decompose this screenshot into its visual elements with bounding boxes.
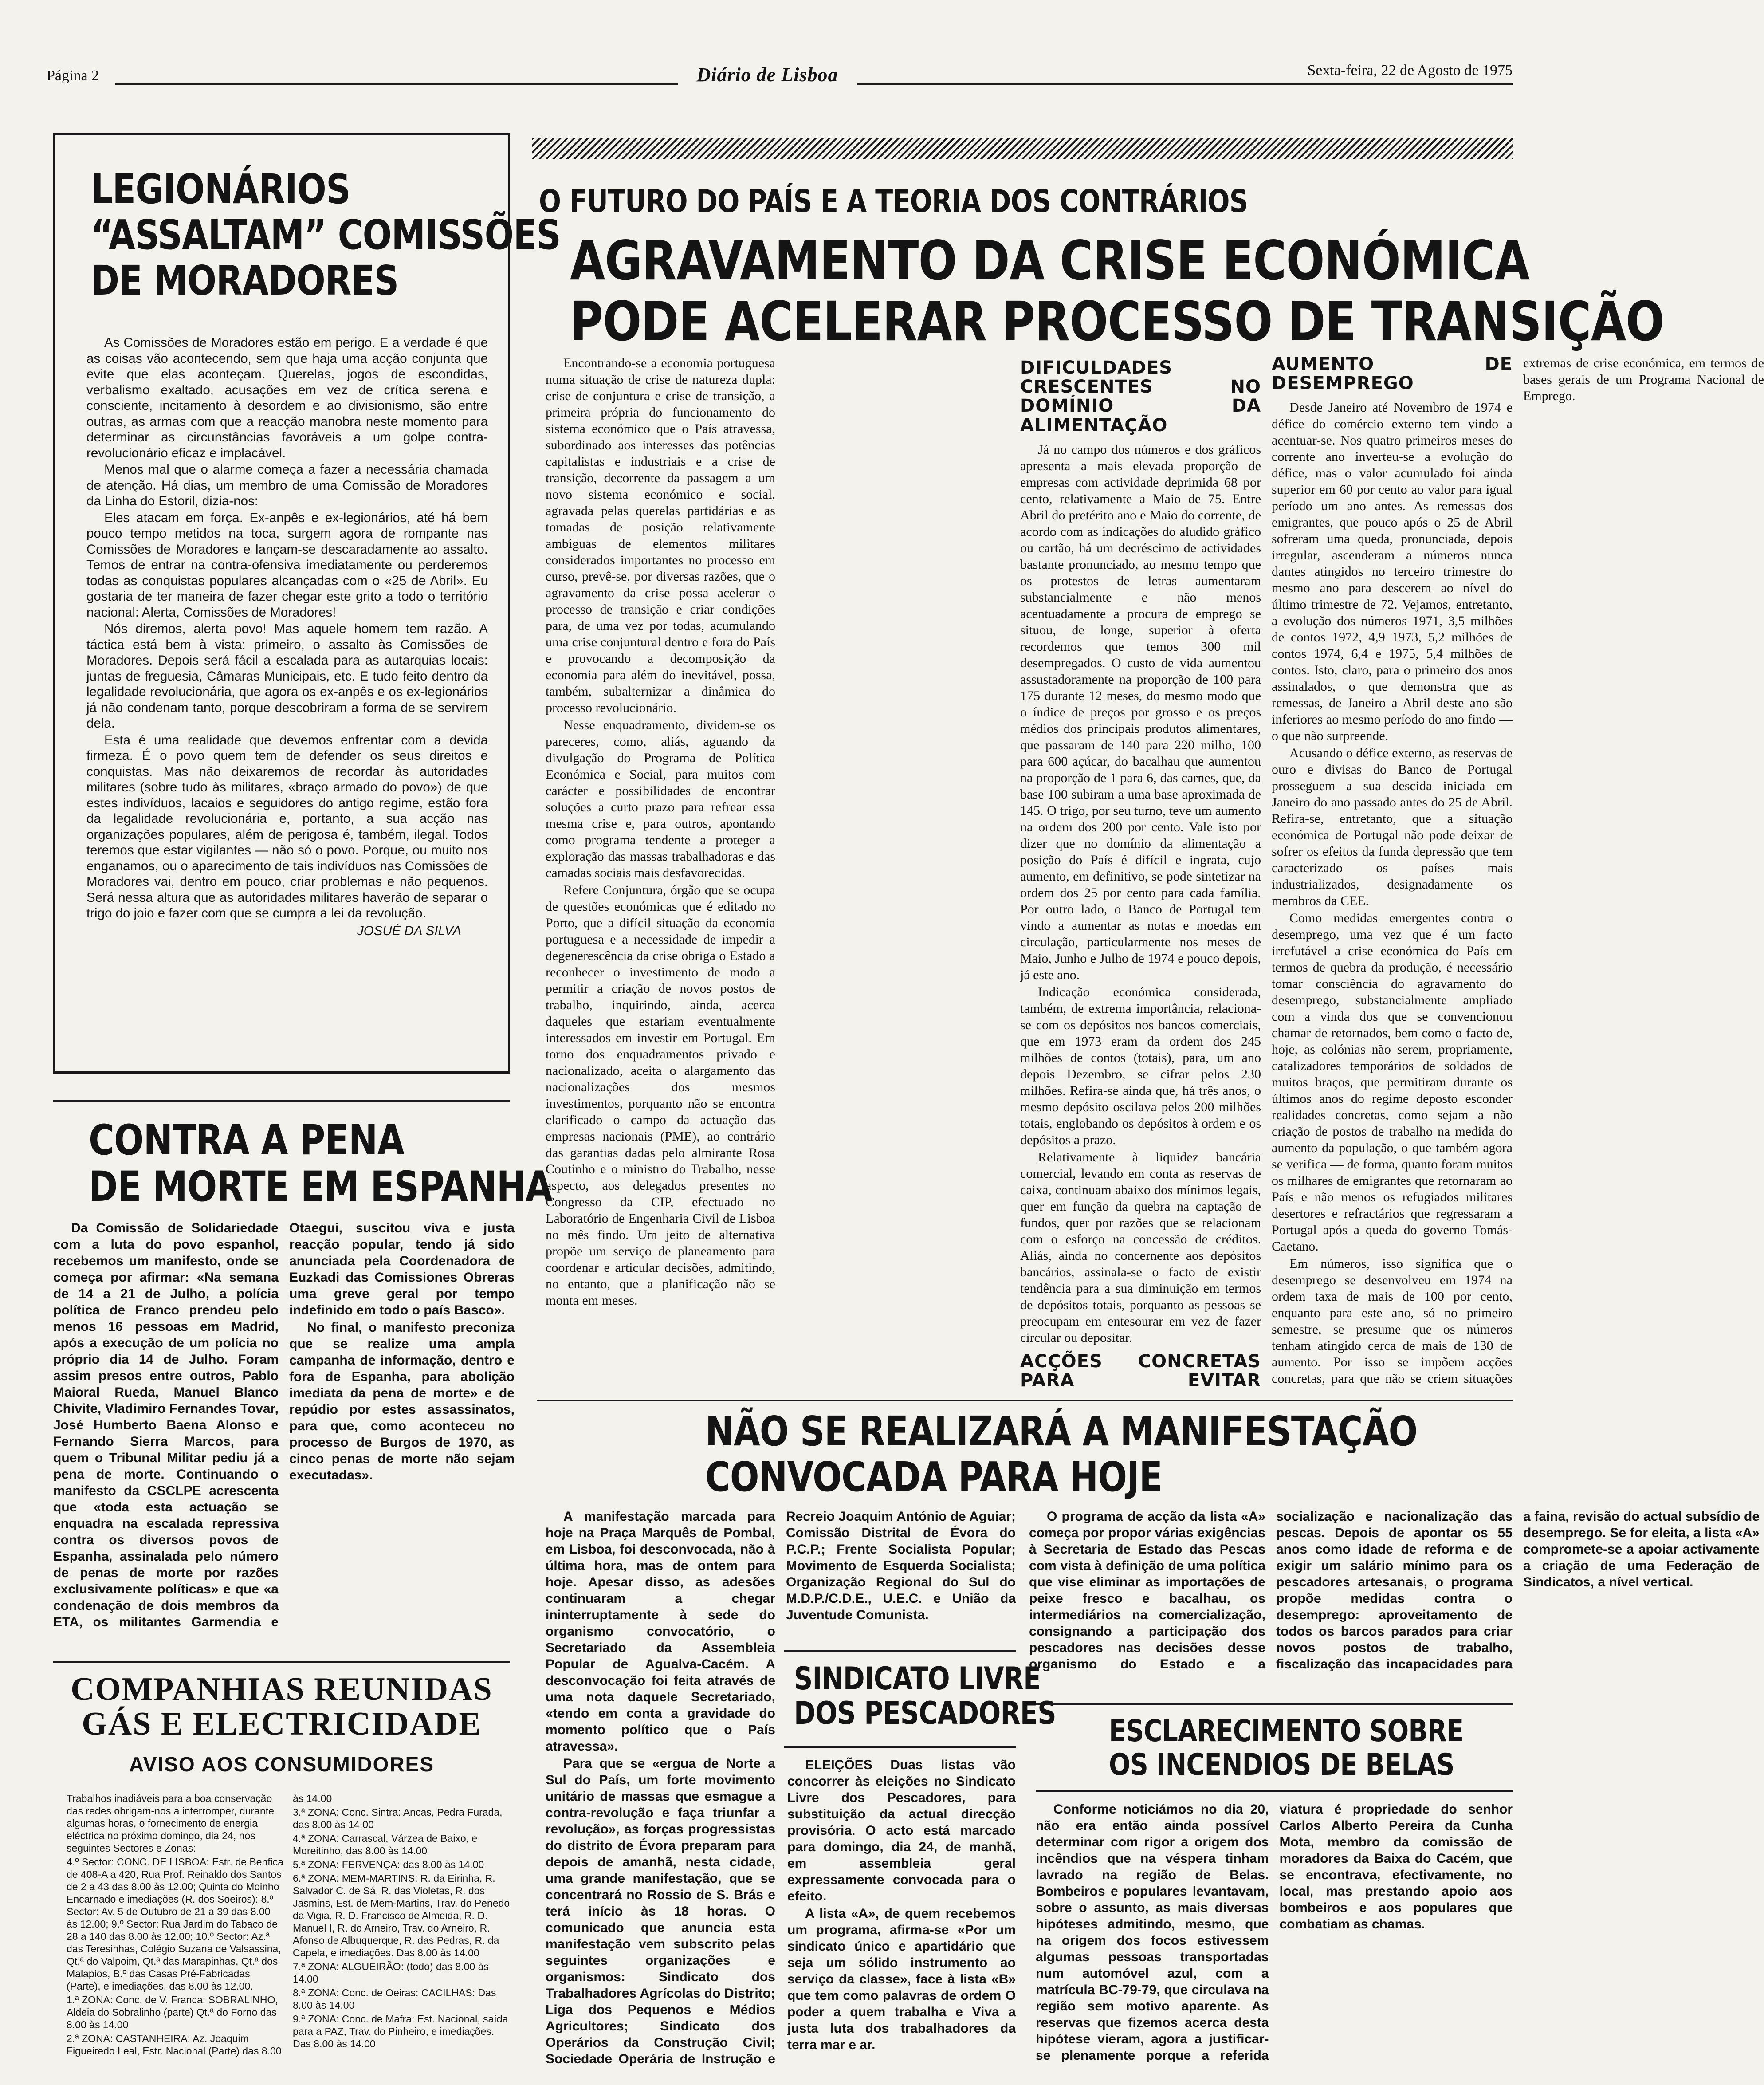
masthead-title: Diário de Lisboa (696, 64, 838, 86)
companhias-item: 6.ª ZONA: MEM-MARTINS: R. da Eirinha, R. Salvador C. de Sá, R. das Violetas, R. dos Jasmins, Est. de Mem-Martins, Trav. do Penedo da Vigia, R. D. Francisco de Almeida, R. D. Manuel I, R. do Arneiro, Trav. do Arneiro, R. Afonso de Albuquerque, R. das Pedras, R. da Capela, e imediações. Das 8.00 às 14.00 (293, 1873, 510, 1959)
manif-paragraph: A manifestação marcada para hoje na Praça Marquês de Pombal, em Lisboa, foi desconvocada, não à última hora, mas de ontem para hoje. Apesar disso, as adesões continuaram a chegar ininterruptamente à sede do organismo convocatório, o Secretariado da Assembleia Popular de Agualva-Cacém. A desconvocação foi feita através de uma nota daquele Secretariado, «tendo em conta a gravidade do momento político que o País atravessa». (546, 1509, 775, 1754)
sindicato-paragraph: A lista «A», de quem recebemos um programa, afirma-se «Por um sindicato único e apartidário que seja um sólido instrumento ao serviço da classe», face à lista «B» que tem como palavras de ordem O poder a quem trabalha e Viva a justa luta dos trabalhadores da terra mar e ar. (787, 1906, 1016, 2052)
sindicato-headline (794, 1660, 1056, 1732)
belas-title-line-2: OS INCENDIOS DE BELAS (1109, 1747, 1454, 1783)
sindicato-paragraph: ELEIÇÕES Duas listas vão concorrer às eleições no Sindicato Livre dos Pescadores, para substituição da actual direcção provisória. O acto está marcado para domingo, dia 24, de manhã, em assembleia geral expressamente convocada para o efeito. (787, 1758, 1016, 1904)
companhias-item: 1.ª ZONA: Conc. de V. Franca: SOBRALINHO, Aldeia do Sobralinho (parte) Qt.ª do Forno das 8.00 às 14.00 (67, 1994, 278, 2030)
legionarios-signature: JOSUÉ DA SILVA (357, 923, 461, 938)
companhias-title (53, 1672, 510, 1741)
sindicato-title-line-1: SINDICATO LIVRE (794, 1660, 1041, 1697)
manif-title-line-2: CONVOCADA PARA HOJE (705, 1453, 1163, 1501)
legionarios-headline (91, 165, 561, 305)
belas-body (1036, 1801, 1513, 2067)
pena-title-line-2: DE MORTE EM ESPANHA (89, 1163, 553, 1212)
futuro-title-line-1: AGRAVAMENTO DA CRISE ECONÓMICA (570, 229, 1530, 292)
futuro-paragraph: Desde Janeiro até Novembro de 1974 e défice do comércio externo tem vindo a acentuar-se. Nos quatro primeiros meses do corrente ano inverteu-se a evolução do défice, mas o valor acumulado foi ainda superior em 60 por cento ao valor para igual período um ano antes. As remessas dos emigrantes, que pouco após o 25 de Abril sofreram uma queda, pronunciada, depois irregular, ascenderam a números nunca dantes atingidos no terceiro trimestre do mesmo ano para descerem ao nível do último trimestre de 72. Vejamos, entretanto, a evolução dos números 1971, 3,5 milhões de contos 1972, 4,9 1973, 5,2 milhões de contos 1974, 6,4 e 1975, 5,4 milhões de contos. Isto, claro, para o primeiro dos anos assinalados, o que demonstra que as remessas, de Janeiro a Abril deste ano são inferiores ao mesmo período do ano findo — o que não surpreende. (1272, 400, 1513, 744)
legionarios-body (86, 335, 488, 1058)
companhias-body (67, 1792, 510, 2058)
manif-headline (705, 1408, 1418, 1501)
legionarios-title-line-3: DE MORADORES (91, 257, 399, 305)
pena-top-rule (53, 1100, 510, 1102)
futuro-hatch-bar (532, 138, 1513, 159)
sindicato-body-a (787, 1757, 1016, 2067)
legionarios-title-line-2: “ASSALTAM” COMISSÕES (91, 211, 561, 259)
futuro-headline (570, 229, 1664, 353)
sindicato-paragraph: O programa de acção da lista «A» começa por propor várias exigências à Secretaria de Estado das Pescas com vista à definição de uma política que vise eliminar as importações de peixe fresco e bacalhau, os intermediários na comercialização, consignando a participação dos pescadores nas decisões desse organismo do Estado e a socialização e nacionalização das pescas. Depois de apontar os 55 anos como idade de reforma e de exigir um salário mínimo para os pescadores artesanais, o programa propõe medidas contra o desemprego: aproveitamento de todos os barcos parados para criar novos postos de trabalho, fiscalização das incapacidades para a faina, revisão do actual subsídio de desemprego. Se for eleita, a lista «A» compromete-se a apoiar activamente a criação de uma Federação de Sindicatos, a nível vertical. (1029, 1509, 1760, 1672)
futuro-paragraph: Nesse enquadramento, dividem-se os pareceres, como, aliás, aguando da divulgação do Programa de Política Económica e Social, para muitos com carácter e possibilidades de encontrar soluções a curto prazo para refrear essa mesma crise e, para outros, apontando como programa tendente a proteger a exploração das massas trabalhadoras e das camadas sociais mais desfavorecidas. (546, 718, 775, 880)
futuro-paragraph: Indicação económica considerada, também, de extrema importância, relaciona-se com os depósitos nos bancos comerciais, que em 1973 eram da ordem dos 245 milhões de contos (totais), para, um ano depois Dezembro, se cifrar pelos 230 milhões. Refira-se ainda que, há três anos, o mesmo depósito oscilava pelos 200 milhões totais, englobando os depósitos à ordem e os depósitos a prazo. (1020, 984, 1261, 1147)
futuro-paragraph: Já no campo dos números e dos gráficos apresenta a mais elevada proporção de empresas com actividade deprimida 68 por cento, relativamente a Maio de 75. Entre Abril do pretérito ano e Maio do corrente, de acordo com as indicações do aludido gráfico ou cartão, há um decréscimo de actividades bastante pronunciado, ao mesmo tempo que os protestos de letras aumentaram substancialmente e não menos acentuadamente a procura de emprego se situou, de longe, superior à oferta recordemos que temos 300 mil desempregados. O custo de vida aumentou assustadoramente na proporção de 100 para 175 durante 12 meses, do mesmo modo que o índice de preços por grosso e os preços médios dos principais produtos alimentares, que passaram de 140 para 220 milho, 100 para 600 açúcar, do bacalhau que aumentou na proporção de 1 para 6, das carnes, que, da base 100 subiram a uma base aproximada de 145. O trigo, por seu turno, teve um aumento na ordem dos 200 por cento. Vale isto por dizer que no domínio da alimentação a posição do País é difícil e ingrata, cujo aumento, em definitivo, se pode sintetizar na ordem dos 25 por cento para cada família. Por outro lado, o Banco de Portugal tem vindo a aumentar as notas e moedas em circulação, particularmente nos meses de Maio, Junho e Julho de 1974 e pouco depois, já este ano. (1020, 442, 1261, 982)
futuro-paragraph: Relativamente à liquidez bancária comercial, levando em conta as reservas de caixa, continuam abaixo dos mínimos legais, quer em função da quebra na captação de fundos, quer por razões que se relacionam com o esforço na concessão de créditos. Aliás, ainda no concernente aos depósitos bancários, assinala-se o facto de existir tendência para a sua diminuição em termos de depósitos totais, porquanto as pessoas se preocupam em entesourar em vez de fazer circular ou depositar. (1020, 1149, 1261, 1345)
companhias-item: 8.ª ZONA: Conc. de Oeiras: CACILHAS: Das 8.00 às 14.00 (293, 1987, 496, 2011)
masthead-date: Sexta-feira, 22 de Agosto de 1975 (1307, 62, 1513, 79)
pena-paragraph: Da Comissão de Solidariedade com a luta do povo espanhol, recebemos um manifesto, onde se começa por afirmar: «Na semana de 14 a 21 de Julho, a polícia política de Franco prendeu pelo menos 16 pessoas em Madrid, após a execução de um polícia no próprio dia 14 de Julho. Foram assim presos entre outros, Pablo Maioral Rueda, Manuel Blanco Chivite, Vladimiro Fernandes Tovar, José Humberto Baena Alonso e Fernando Sierra Marcos, para quem o Tribunal Militar pediu já a pena de morte. Continuando o manifesto da CSCLPE acrescenta que «toda esta actuação se enquadra na escalada repressiva contra os diversos povos de Espanha, assinalada pelo número de penas de morte por razões exclusivamente políticas» e que «a condenação de dois membros da ETA, os militantes Garmendia e Otaegui, suscitou viva e justa reacção popular, tendo já sido anunciada pela Coordenadora de Euzkadi das Comissiones Obreras uma greve geral por tempo indefinido em todo o país Basco». (53, 1221, 515, 1629)
legionarios-title-line-1: LEGIONÁRIOS (91, 165, 350, 213)
sindicato-body-b (1029, 1508, 1760, 1688)
companhias-item: 4.º Sector: CONC. DE LISBOA: Estr. de Benfica de 408-A a 420, Rua Prof. Reinaldo dos Santos de 2 a 43 das 8.00 às 12.00; Quinta do Moinho Encarnado e imediações (R. dos Soeiros): 8.º Sector: Av. 5 de Outubro de 21 a 39 das 8.00 às 12.00; 9.º Sector: Rua Jardim do Tabaco de 28 a 140 das 8.00 às 12.00; 10.º Sector: Az.ª das Teresinhas, Colégio Suzana de Valsassina, Qt.ª do Valpoim, Qt.ª das Marapinhas, Qt.ª dos Malapios, B.º das Casas Pré-Fabricadas (Parte), e imediações, das 8.00 às 12.00. (67, 1856, 284, 1992)
futuro-bottom-rule (537, 1400, 1513, 1401)
futuro-body-right (1020, 354, 1764, 1397)
subhead-desemprego: ACÇÕES CONCRETAS PARA EVITAR AUMENTO DE DESEMPREGO (1020, 354, 1513, 1391)
masthead-rule-right (857, 83, 1513, 85)
legionarios-paragraph: Menos mal que o alarme começa a fazer a necessária chamada de atenção. Há dias, um membro de uma Comissão de Moradores da Linha do Estoril, dizia-nos: (86, 462, 488, 508)
pena-body (53, 1220, 515, 1646)
belas-headline (1109, 1715, 1508, 1782)
subhead-alimentacao: DIFICULDADES CRESCENTES NO DOMÍNIO DA ALIMENTAÇÃO (1020, 358, 1261, 436)
companhias-subtitle: AVISO AOS CONSUMIDORES (129, 1753, 435, 1776)
companhias-intro: Trabalhos inadiáveis para a boa conservação das redes obrigam-nos a interromper, durante algumas horas, o fornecimento de energia eléctrica no próximo domingo, dia 24, nos seguintes Sectores e Zonas: (67, 1793, 274, 1854)
belas-title-line-1: ESCLARECIMENTO SOBRE (1109, 1714, 1464, 1749)
companhias-item: 2.ª ZONA: CASTANHEIRA: Az. Joaquim Figueiredo Leal, Estr. Nacional (Parte) das 8.00 às 14.00 (67, 1793, 332, 2057)
companhias-item: 4.ª ZONA: Carrascal, Várzea de Baixo, e Moreitinho, das 8.00 às 14.00 (293, 1833, 478, 1857)
futuro-kicker: O FUTURO DO PAÍS E A TEORIA DOS CONTRÁRIOS (539, 183, 1248, 220)
legionarios-paragraph: Esta é uma realidade que devemos enfrentar com a devida firmeza. É o povo quem tem de defender os seus direitos e conquistas. Mas não deixaremos de recordar às autoridades militares (sobre tudo às militares, «braço armado do povo») de que estes indivíduos, lacaios e seguidores do antigo regime, estão fora da legalidade revolucionária e, portanto, a sua acção nas organizações populares, além de perigosa é, também, ilegal. Todos teremos que estar vigilantes — não só o povo. Porque, ou muito nos enganamos, ou o aparecimento de tais indivíduos nas Comissões de Moradores vai, dentro em pouco, criar problemas e não pequenos. Será nessa altura que as autoridades militares haverão de separar o trigo do joio e fazer com que se cumpra a lei da revolução. (86, 732, 488, 921)
futuro-paragraph: Em números, isso significa que o desemprego se desenvolveu em 1974 na ordem taxa de mais de 100 por cento, enquanto para este ano, só no primeiro semestre, se presume que os números tenham atingido cerca de mais de 130 de aumento. Por isso se impõem acções concretas, para que não se criem situações extremas de crise económica, em termos de bases gerais de um Programa Nacional de Emprego. (1272, 356, 1764, 1386)
page-number: Página 2 (47, 67, 99, 84)
pena-paragraph: No final, o manifesto preconiza que se realize uma ampla campanha de informação, dentro e fora de Espanha, para abolição imediata da pena de morte» e de repúdio por estes assassinatos, para que, como aconteceu no processo de Burgos de 1970, as cinco penas de morte não sejam executadas». (289, 1320, 515, 1483)
legionarios-paragraph: As Comissões de Moradores estão em perigo. E a verdade é que as coisas vão acontecendo, sem que haja uma acção conjunta que evite que elas aconteçam. Querelas, jogos de escondidas, verbalismo exaltado, acusações em vez de crítica serena e consciente, incitamento à desordem e ao divisionismo, são entre outras, as armas com que a reacção manobra neste momento para determinar as circunstâncias favoráveis a um golpe contra-revolucionário eficaz e implacável. (86, 335, 488, 460)
companhias-title-line-1: COMPANHIAS REUNIDAS (71, 1671, 493, 1707)
masthead-rule-left (115, 83, 678, 85)
pena-headline (89, 1116, 553, 1212)
companhias-item: 9.ª ZONA: Conc. de Mafra: Est. Nacional, saída para a PAZ, Trav. do Pinheiro, e imediações. Das 8.00 às 14.00 (293, 2013, 508, 2050)
companhias-title-line-2: GÁS E ELECTRICIDADE (82, 1705, 482, 1742)
futuro-body-left (546, 355, 1016, 1397)
futuro-paragraph: Refere Conjuntura, órgão que se ocupa de questões económicas que é editado no Porto, que a difícil situação da economia portuguesa e a necessidade de impedir a degenerescência da crise obriga o Estado a reconhecer o investimento de modo a permitir a criação de novos postos de trabalho, inquirindo, ainda, acerca daqueles que estariam eventualmente interessados em investir em Portugal. Em torno dos enquadramentos privado e nacionalizado, aceita o alargamento das nacionalizações dos mesmos investimentos, porquanto não se encontra clarificado o campo da actuação das empresas nacionais (PME), ao contrário das garantias dadas pelo almirante Rosa Coutinho e o ministro do Trabalho, nesse aspecto, aos delegados presentes no Congresso da CIP, efectuado no Laboratório de Engenharia Civil de Lisboa no mês findo. Um jeito de alternativa propõe um serviço de planeamento para coordenar e articular decisões, admitindo, no entanto, que a planificação não se monta em meses. (546, 883, 775, 1308)
legionarios-paragraph: Nós diremos, alerta povo! Mas aquele homem tem razão. A táctica está bem à vista: primeiro, o assalto às Comissões de Moradores. Depois será fácil a escalada para as autarquias locais: juntas de freguesia, Câmaras Municipais, etc. E tudo feito dentro da legalidade revolucionária, que agora os ex-anpês e os ex-legionários já não condenam tanto, porque descobriram a forma de se servirem dela. (86, 622, 488, 731)
futuro-title-line-2: PODE ACELERAR PROCESSO DE TRANSIÇÃO (570, 290, 1664, 353)
manif-paragraph: Para que se «ergua de Norte a Sul do País, um forte movimento unitário de massas que esmague a contra-revolução e faça triunfar a revolução», as forças progressistas do distrito de Évora preparam para depois de amanhã, nesta cidade, uma grande manifestação, que se concentrará no Rossio de S. Brás e terá início às 18 horas. O comunicado que anuncia esta manifestação vem subscrito pelas seguintes organizações e organismos: Sindicato dos Trabalhadores Agrícolas do Distrito; Liga dos Pequenos e Médios Agricultores; Sindicato dos Operários da Construção Civil; Sociedade Operária de Instrução e Recreio Joaquim António de Aguiar; Comissão Distrital de Évora do P.C.P.; Frente Socialista Popular; Movimento de Esquerda Socialista; Organização Regional do Sul do M.D.P./C.D.E., U.E.C. e União da Juventude Comunista. (546, 1509, 1016, 2066)
companhias-item: 5.ª ZONA: FERVENÇA: das 8.00 às 14.00 (293, 1859, 484, 1870)
sindicato-title-line-2: DOS PESCADORES (794, 1695, 1056, 1732)
futuro-paragraph: Encontrando-se a economia portuguesa numa situação de crise de natureza dupla: crise de conjuntura e crise de transição, a primeira própria do funcionamento do sistema económico que o País atravessa, subordinado aos interesses das potências capitalistas e industriais e a crise de transição, decorrente da passagem a um novo sistema económico e social, agravada pelas querelas partidárias e as tomadas de posição relativamente ambíguas de elementos militares considerados importantes no processo em curso, prevê-se, por diversas razões, que o agravamento da crise possa acelerar o processo de transição e criar condições para, de uma vez por todas, acumulando uma crise conjuntural dentro e fora do País e provocando a decomposição da economia para além do inevitável, possa, também, subalternizar a dinâmica do processo revolucionário. (546, 356, 775, 715)
companhias-top-rule (53, 1661, 510, 1663)
pena-title-line-1: CONTRA A PENA (89, 1116, 405, 1164)
futuro-paragraph: Como medidas emergentes contra o desemprego, uma vez que é um facto irrefutável a crise económica do País em termos de quebra da produção, é necessário tomar consciência do agravamento do desemprego, substancialmente ampliado com a vinda dos que se convencionou chamar de retornados, bem como o facto de, hoje, as colónias não serem, propriamente, catalizadores temporários de soldados de muitos braços, que permitiram durante os últimos anos do regime deposto esconder realidades concretas, como sejam a não criação de postos de trabalho na medida do aumento da população, o que também agora se verifica — de forma, quanto foram muitos os milhares de emigrantes que retornaram ao País e não menos os refugiados militares desertores e refractários que regressaram a Portugal após a queda do governo Tomás-Caetano. (1272, 911, 1513, 1254)
companhias-item: 3.ª ZONA: Conc. Sintra: Ancas, Pedra Furada, das 8.00 às 14.00 (293, 1806, 503, 1830)
companhias-item: 7.ª ZONA: ALGUEIRÃO: (todo) das 8.00 às 14.00 (293, 1961, 489, 1985)
belas-paragraph: Conforme noticiámos no dia 20, não era então ainda possível determinar com rigor a origem dos incêndios que na véspera tinham lavrado na região de Belas. Bombeiros e populares levantavam, sobre o assunto, as mais diversas hipóteses admitindo, mesmo, que na origem dos focos estivessem algumas pessoas transportadas num automóvel azul, com a matrícula BC-79-79, que circulava na região sem motivo aparente. As reservas que fizemos acerca desta hipótese vieram, agora a justificar-se plenamente porque a referida viatura é propriedade do senhor Carlos Alberto Pereira da Cunha Mota, membro da comissão de moradores da Baixa do Cacém, que se encontrava, efectivamente, no local, mas prestando apoio aos bombeiros e aos populares que combatiam as chamas. (1036, 1802, 1513, 2063)
manif-title-line-1: NÃO SE REALIZARÁ A MANIFESTAÇÃO (705, 1408, 1418, 1455)
legionarios-paragraph: Eles atacam em força. Ex-anpês e ex-legionários, até há bem pouco tempo metidos na toca, surgem agora de rompante nas Comissões de Moradores e lançam-se descaradamente ao assalto. Temos de entrar na contra-ofensiva imediatamente ou perderemos todas as conquistas populares alcançadas com o «25 de Abril». Eu gostaria de ter maneira de fazer chegar este grito a todo o território nacional: Alerta, Comissões de Moradores! (86, 510, 488, 620)
futuro-paragraph: Acusando o défice externo, as reservas de ouro e divisas do Banco de Portugal prosseguem a sua descida iniciada em Janeiro do ano passado antes do 25 de Abril. Refira-se, entretanto, que a situação económica de Portugal não pode deixar de sofrer os efeitos da funda depressão que tem caracterizado os países mais industrializados, designadamente os membros da CEE. (1272, 746, 1513, 909)
